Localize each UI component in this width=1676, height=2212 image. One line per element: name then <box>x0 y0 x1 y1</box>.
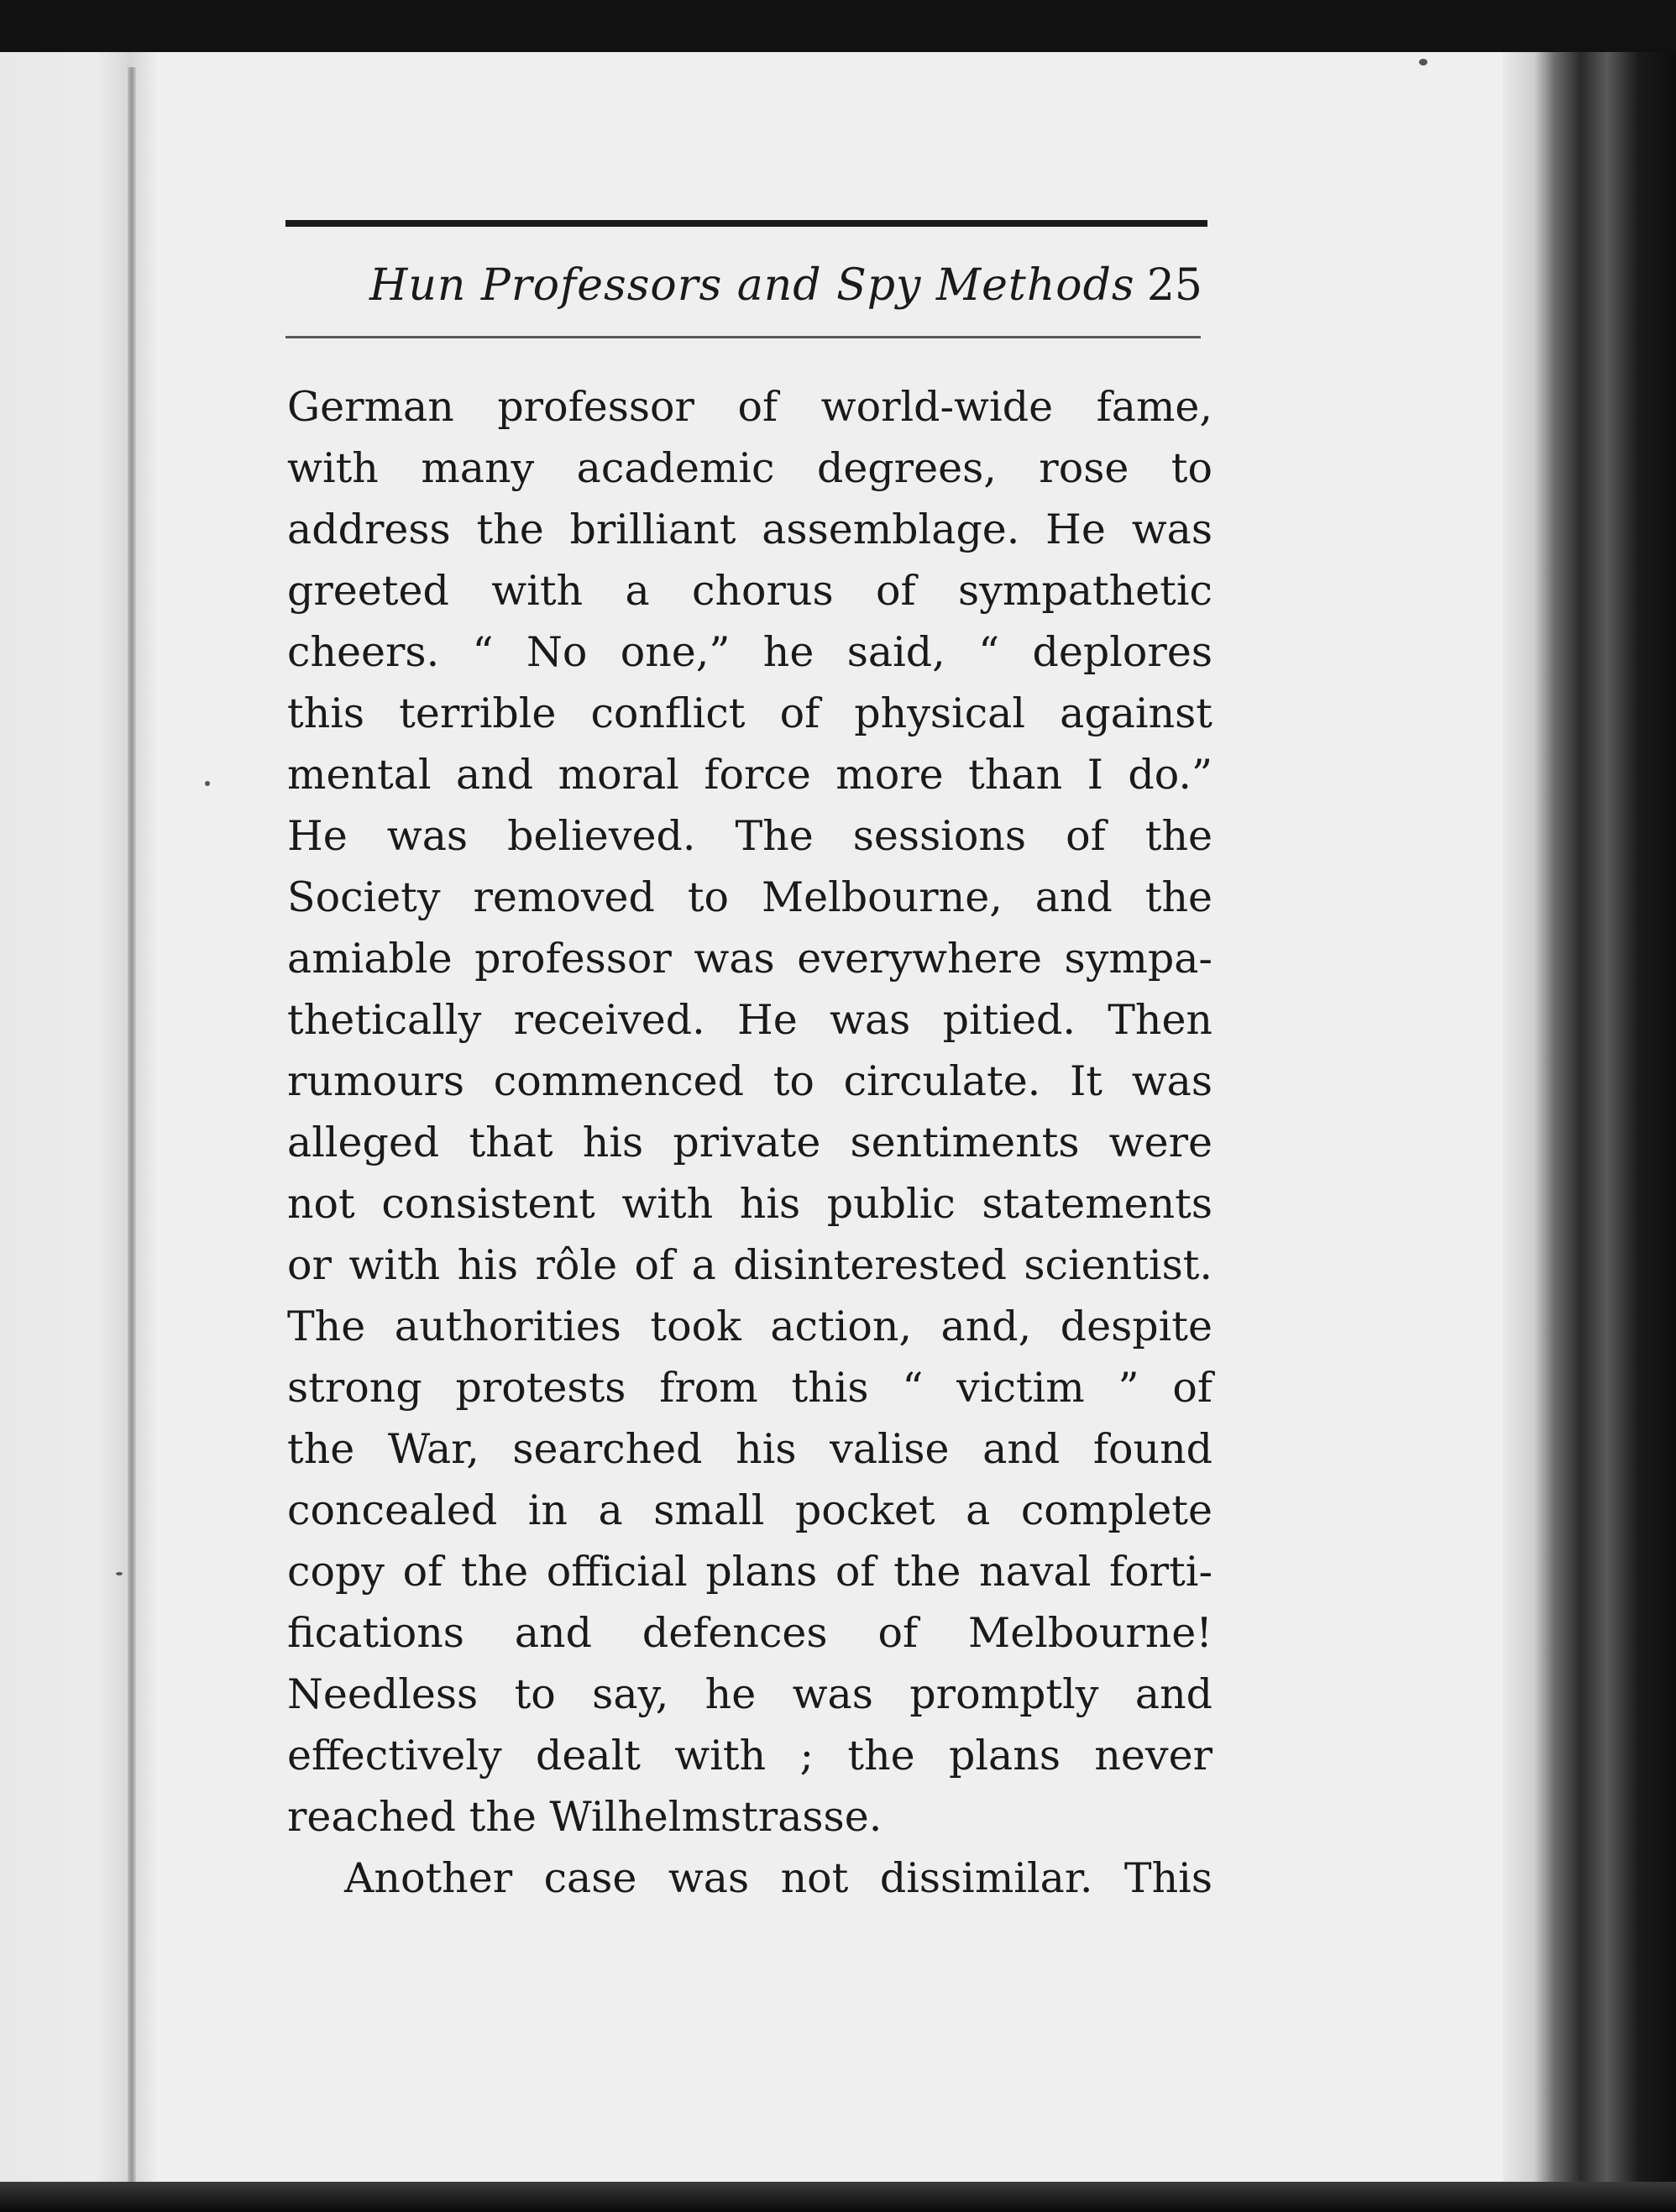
text-line: not consistent with his public statements <box>287 1180 1212 1228</box>
running-title: Hun Professors and Spy Methods <box>369 260 1135 311</box>
text-line: reached the Wilhelmstrasse. <box>287 1793 883 1841</box>
text-line: thetically received. He was pitied. Then <box>287 996 1212 1044</box>
gutter-shadow <box>128 67 136 2183</box>
text-line: cheers. “ No one,” he said, “ deplores <box>287 628 1212 676</box>
text-line: concealed in a small pocket a complete <box>287 1486 1212 1534</box>
text-line: German professor of world-wide fame, <box>287 383 1212 431</box>
text-line: alleged that his private sentiments were <box>287 1119 1212 1166</box>
header-rule <box>285 220 1207 227</box>
scan-speck <box>116 1572 123 1575</box>
text-line: rumours commenced to circulate. It was <box>287 1057 1212 1105</box>
text-line: with many academic degrees, rose to <box>287 444 1212 492</box>
body-text <box>287 376 1212 1909</box>
binding-edge <box>1503 52 1676 2212</box>
bottom-edge <box>0 2182 1676 2212</box>
text-line: mental and moral force more than I do.” <box>287 751 1212 799</box>
page-number: 25 <box>1146 260 1202 311</box>
text-line: this terrible conflict of physical against <box>287 689 1212 737</box>
scan-speck <box>205 781 210 786</box>
text-line: address the brilliant assemblage. He was <box>287 506 1212 553</box>
header-underline <box>285 336 1201 338</box>
text-line: He was believed. The sessions of the <box>287 812 1212 860</box>
text-line: strong protests from this “ victim ” of <box>287 1364 1212 1412</box>
text-line: Needless to say, he was promptly and <box>287 1670 1212 1718</box>
text-line: effectively dealt with ; the plans never <box>287 1732 1212 1780</box>
scan-speck <box>1419 59 1427 66</box>
text-line: The authorities took action, and, despite <box>287 1303 1212 1350</box>
running-header <box>285 252 1211 319</box>
next-paragraph-line: Another case was not dissimilar. This <box>344 1854 1212 1902</box>
text-line: copy of the official plans of the naval forti- <box>287 1548 1212 1596</box>
text-line: fications and defences of Melbourne! <box>287 1609 1212 1657</box>
text-line: Society removed to Melbourne, and the <box>287 873 1212 921</box>
text-line: or with his rôle of a disinterested scientist. <box>287 1241 1212 1289</box>
text-line: greeted with a chorus of sympathetic <box>287 567 1212 615</box>
text-line: the War, searched his valise and found <box>287 1425 1212 1473</box>
text-line: amiable professor was everywhere sympa- <box>287 935 1212 983</box>
